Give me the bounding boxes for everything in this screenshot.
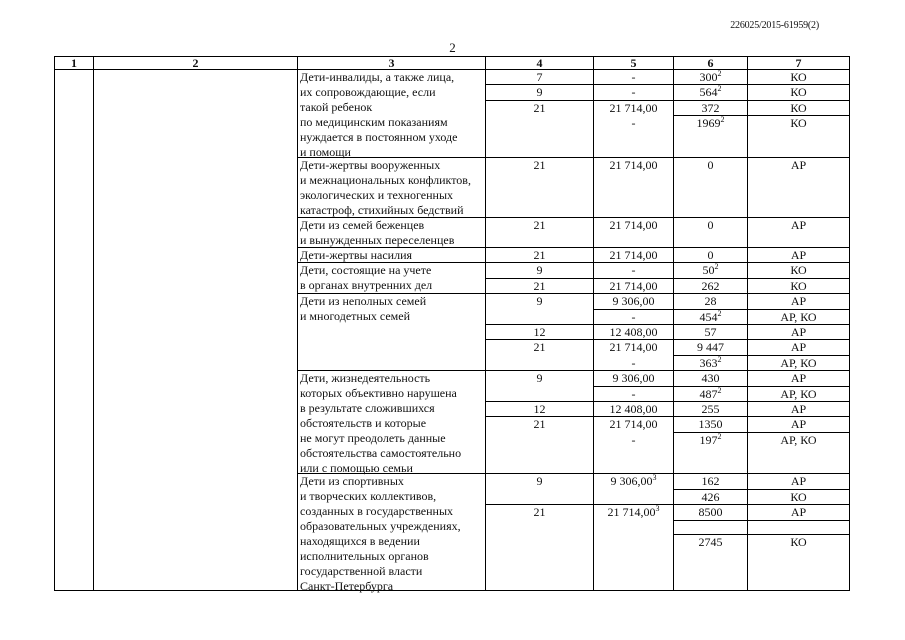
- cell-col-6: 430: [701, 371, 720, 385]
- cell-col-4: 9: [536, 371, 543, 385]
- cell-col-7: АР: [790, 248, 807, 262]
- cell-col-5: -: [631, 85, 636, 99]
- cell-col-5: 21 714,00: [609, 340, 658, 354]
- cell-col-6: 28: [704, 294, 717, 308]
- cell-col-4: 21: [533, 101, 546, 115]
- cell-col-4: 9: [536, 85, 543, 99]
- cell-col-5: 21 714,00: [609, 417, 658, 431]
- cell-col-7: КО: [790, 535, 807, 549]
- cell-col-7: АР: [790, 158, 807, 172]
- header-col-7: 7: [795, 56, 802, 70]
- cell-col-4: 21: [533, 505, 546, 519]
- cell-col-5: 12 408,00: [609, 325, 658, 339]
- footnote-marker: 2: [717, 355, 722, 364]
- cell-col-7: КО: [790, 279, 807, 293]
- category-description: Дети из неполных семей и многодетных семей: [300, 294, 427, 323]
- cell-col-5: 9 306,00: [612, 294, 655, 308]
- cell-col-5: 21 714,00: [609, 279, 658, 293]
- cell-col-6: 0: [707, 218, 714, 232]
- cell-col-7: АР: [790, 218, 807, 232]
- cell-col-7: АР: [790, 371, 807, 385]
- cell-col-6: $50^2$: [702, 262, 719, 277]
- cell-col-4: 21: [533, 158, 546, 172]
- cell-col-6: $300^2$: [699, 69, 722, 84]
- cell-col-4: 21: [533, 417, 546, 431]
- cell-col-4: 21: [533, 248, 546, 262]
- footnote-marker: 2: [717, 69, 722, 78]
- category-description: Дети-инвалиды, а также лица, их сопровождающие, если такой ребенок по медицинским показаниям нуждается в постоянном уходе и помощи: [300, 70, 458, 159]
- category-description: Дети-жертвы насилия: [300, 248, 413, 262]
- cell-col-6: 1350: [698, 417, 723, 431]
- cell-col-5: 12 408,00: [609, 402, 658, 416]
- cell-col-6: 8500: [698, 505, 723, 519]
- cell-col-7: КО: [790, 490, 807, 504]
- cell-col-6: $363^2$: [699, 355, 722, 370]
- cell-col-6: 255: [701, 402, 720, 416]
- cell-col-5: -: [631, 433, 636, 447]
- cell-col-7: АР, КО: [780, 356, 817, 370]
- cell-col-4: 9: [536, 263, 543, 277]
- cell-col-7: КО: [790, 263, 807, 277]
- header-col-1: 1: [71, 56, 77, 70]
- cell-col-7: АР: [790, 340, 807, 354]
- cell-col-5: 9 306,00$^3$: [610, 473, 657, 488]
- cell-col-7: АР: [790, 294, 807, 308]
- page-number: 2: [449, 40, 456, 55]
- cell-col-6: 0: [707, 248, 714, 262]
- cell-col-6: $454^2$: [699, 309, 722, 324]
- cell-col-6: 2745: [698, 535, 723, 549]
- footnote-marker: 2: [720, 115, 725, 124]
- header-col-2: 2: [192, 56, 199, 70]
- cell-col-5: 9 306,00: [612, 371, 655, 385]
- footnote-marker: 2: [717, 386, 722, 395]
- cell-col-5: 21 714,00: [609, 218, 658, 232]
- cell-col-6: 9 447: [697, 340, 724, 354]
- cell-col-7: АР, КО: [780, 310, 817, 324]
- category-description: Дети из семей беженцев и вынужденных переселенцев: [300, 218, 455, 247]
- cell-col-6: $564^2$: [699, 84, 722, 99]
- cell-col-6: $197^2$: [699, 432, 722, 447]
- cell-col-4: 7: [536, 70, 543, 84]
- cell-col-7: АР, КО: [780, 433, 817, 447]
- cell-col-7: КО: [790, 70, 807, 84]
- cell-col-7: КО: [790, 85, 807, 99]
- header-col-5: 5: [630, 56, 637, 70]
- cell-col-6: 162: [701, 474, 720, 488]
- cell-col-7: АР: [790, 325, 807, 339]
- cell-col-6: 57: [704, 325, 717, 339]
- category-description: Дети из спортивных и творческих коллективов, созданных в государственных образовательных учреждениях, находящихся в ведении исполнительных органов государственной власти Санкт-Петербурга: [300, 474, 461, 593]
- cell-col-7: АР: [790, 402, 807, 416]
- cell-col-7: АР, КО: [780, 387, 817, 401]
- footnote-marker: 2: [717, 84, 722, 93]
- document-number: 226025/2015-61959(2): [730, 20, 819, 31]
- cell-col-4: 9: [536, 294, 543, 308]
- cell-col-6: 426: [701, 490, 720, 504]
- cell-col-4: 21: [533, 279, 546, 293]
- header-col-3: 3: [388, 56, 395, 70]
- cell-col-4: 21: [533, 340, 546, 354]
- cell-col-5: 21 714,00: [609, 248, 658, 262]
- cell-col-5: 21 714,00$^3$: [607, 504, 660, 519]
- cell-col-4: 12: [533, 402, 546, 416]
- cell-col-7: КО: [790, 101, 807, 115]
- cell-col-6: 262: [701, 279, 720, 293]
- cell-col-5: -: [631, 116, 636, 130]
- cell-col-4: 9: [536, 474, 543, 488]
- cell-col-5: -: [631, 356, 636, 370]
- footnote-marker: 2: [714, 262, 719, 271]
- cell-col-4: 12: [533, 325, 546, 339]
- footnote-marker: 2: [717, 432, 722, 441]
- cell-col-5: 21 714,00: [609, 158, 658, 172]
- cell-col-7: АР: [790, 417, 807, 431]
- footnote-marker: 2: [717, 309, 722, 318]
- cell-col-6: $487^2$: [699, 386, 722, 401]
- cell-col-5: -: [631, 310, 636, 324]
- cell-col-7: КО: [790, 116, 807, 130]
- header-col-6: 6: [707, 56, 714, 70]
- footnote-marker: 3: [655, 504, 660, 513]
- category-description: Дети, жизнедеятельность которых объективно нарушена в результате сложившихся обстоятельств и которые не могут преодолеть данные обстоятельства самостоятельно или с помощью семьи: [300, 371, 462, 475]
- cell-col-6: 0: [707, 158, 714, 172]
- footnote-marker: 3: [652, 473, 657, 482]
- cell-col-7: АР: [790, 505, 807, 519]
- cell-col-5: 21 714,00: [609, 101, 658, 115]
- cell-col-7: АР: [790, 474, 807, 488]
- cell-col-6: 1969$^2$: [696, 115, 725, 130]
- category-description: Дети-жертвы вооруженных и межнациональных конфликтов, экологических и техногенных катастроф, стихийных бедствий: [300, 158, 471, 217]
- header-col-4: 4: [536, 56, 543, 70]
- cell-col-6: 372: [701, 101, 720, 115]
- cell-col-4: 21: [533, 218, 546, 232]
- cell-col-5: -: [631, 263, 636, 277]
- cell-col-5: -: [631, 387, 636, 401]
- cell-col-5: -: [631, 70, 636, 84]
- category-description: Дети, состоящие на учете в органах внутренних дел: [300, 263, 433, 292]
